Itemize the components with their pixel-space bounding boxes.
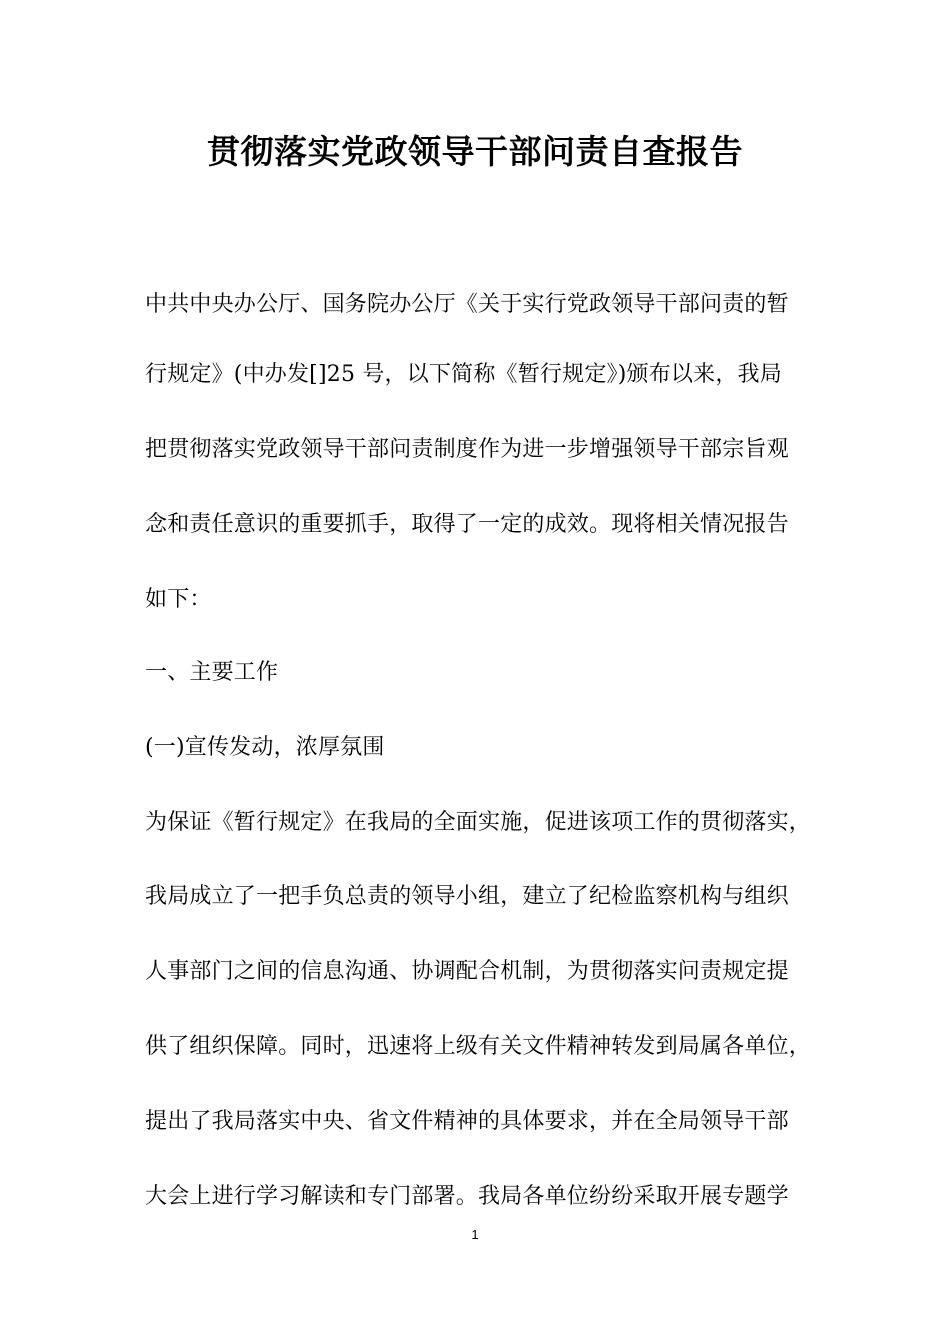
paragraph-line: 供了组织保障。同时，迅速将上级有关文件精神转发到局属各单位， bbox=[145, 1034, 812, 1059]
paragraph-line: 大会上进行学习解读和专门部署。我局各单位纷纷采取开展专题学 bbox=[145, 1184, 789, 1209]
paragraph-line: 我局成立了一把手负总责的领导小组，建立了纪检监察机构与组织 bbox=[145, 884, 789, 909]
paragraph-line: 人事部门之间的信息沟通、协调配合机制，为贯彻落实问责规定提 bbox=[145, 959, 789, 984]
paragraph-line: 如下： bbox=[145, 587, 212, 612]
paragraph-line: 把贯彻落实党政领导干部问责制度作为进一步增强领导干部宗旨观 bbox=[145, 437, 789, 462]
paragraph-line: 行规定》(中办发[]25 号，以下简称《暂行规定》)颁布以来，我局 bbox=[145, 362, 782, 387]
paragraph-line: 提出了我局落实中央、省文件精神的具体要求，并在全局领导干部 bbox=[145, 1109, 789, 1134]
paragraph-line: 念和责任意识的重要抓手，取得了一定的成效。现将相关情况报告 bbox=[145, 512, 789, 537]
section-heading: 一、主要工作 bbox=[145, 660, 279, 685]
page-number: 1 bbox=[471, 1227, 479, 1242]
paragraph-line: 为保证《暂行规定》在我局的全面实施，促进该项工作的贯彻落实， bbox=[145, 810, 812, 835]
paragraph-line: 中共中央办公厅、国务院办公厅《关于实行党政领导干部问责的暂 bbox=[145, 292, 789, 317]
subsection-heading: (一)宣传发动，浓厚氛围 bbox=[145, 735, 385, 760]
document-title: 贯彻落实党政领导干部问责自查报告 bbox=[207, 132, 743, 171]
